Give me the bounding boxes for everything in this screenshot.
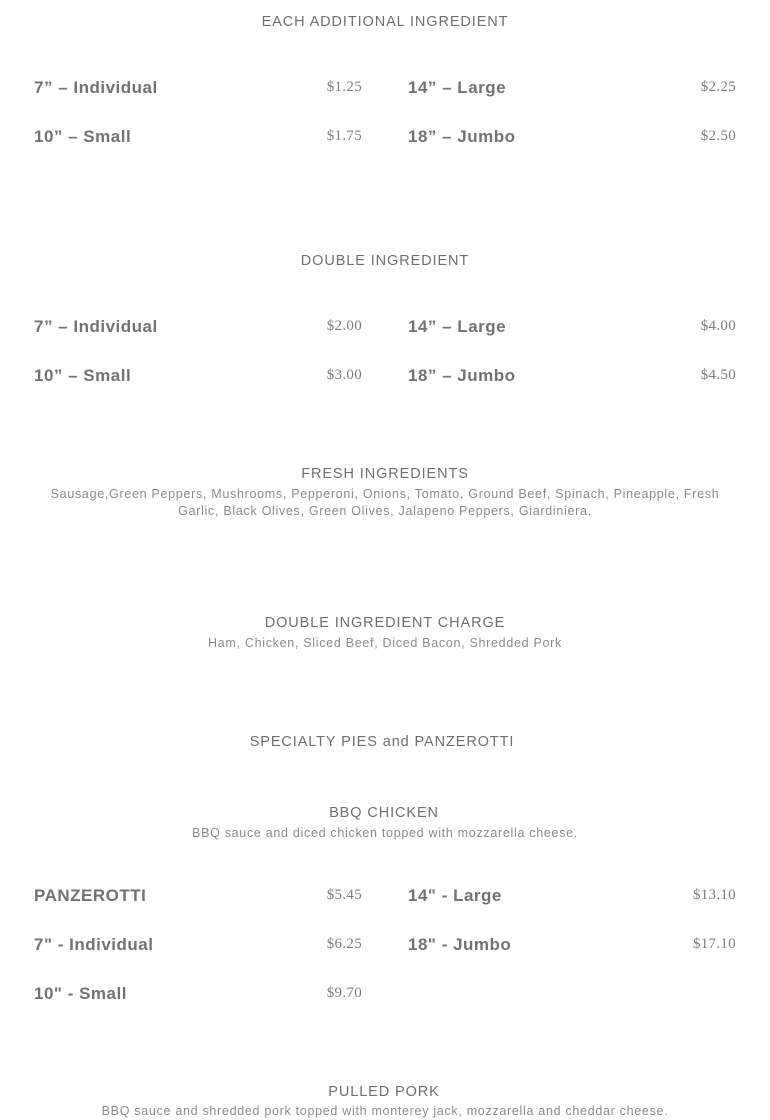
size-label: 18” – Jumbo <box>408 366 516 385</box>
size-label: 10" - Small <box>34 984 127 1003</box>
size-label: 18" - Jumbo <box>408 935 512 954</box>
price-value: $4.00 <box>700 318 736 334</box>
size-label: 18” – Jumbo <box>408 127 516 146</box>
price-row <box>34 935 362 959</box>
price-row <box>408 317 736 341</box>
section-title-specialty: SPECIALTY PIES and PANZEROTTI <box>249 734 515 750</box>
price-value: $3.00 <box>326 367 362 383</box>
price-value: $1.25 <box>326 79 362 95</box>
price-row <box>34 78 362 102</box>
price-row <box>408 886 736 910</box>
section-title-double-charge: DOUBLE INGREDIENT CHARGE <box>264 615 506 631</box>
size-label: 7" - Individual <box>34 935 154 954</box>
price-row <box>34 127 362 151</box>
price-row <box>34 366 362 390</box>
size-label: 14" - Large <box>408 886 502 905</box>
bbq-chicken-description: BBQ sauce and diced chicken topped with mozzarella cheese. <box>192 826 578 840</box>
section-title-double: DOUBLE INGREDIENT <box>300 253 470 269</box>
price-value: $1.75 <box>326 128 362 144</box>
fresh-ingredients-list <box>20 486 750 520</box>
size-label: 10” – Small <box>34 127 132 146</box>
size-label: 14” – Large <box>408 78 507 97</box>
price-row <box>34 886 362 910</box>
price-value: $6.25 <box>326 936 362 952</box>
price-value: $5.45 <box>326 887 362 903</box>
price-value: $2.50 <box>700 128 736 144</box>
price-value: $2.25 <box>700 79 736 95</box>
size-label: 7” – Individual <box>34 317 158 336</box>
price-value: $17.10 <box>692 936 736 952</box>
fresh-ingredients-line-2: Garlic, Black Olives, Green Olives, Jalapeno Peppers, Giardiniera. <box>178 504 592 518</box>
section-title-fresh: FRESH INGREDIENTS <box>301 466 469 482</box>
section-title-additional: EACH ADDITIONAL INGREDIENT <box>261 14 509 30</box>
price-value: $2.00 <box>326 318 362 334</box>
price-row <box>34 984 362 1008</box>
price-value: $13.10 <box>692 887 736 903</box>
size-label: 14” – Large <box>408 317 507 336</box>
double-charge-list: Ham, Chicken, Sliced Beef, Diced Bacon, Shredded Pork <box>208 636 562 650</box>
fresh-ingredients-line-1: Sausage,Green Peppers, Mushrooms, Pepperoni, Onions, Tomato, Ground Beef, Spinach, Pineapple, Fresh <box>50 487 720 501</box>
item-title-bbq-chicken: BBQ CHICKEN <box>329 805 439 821</box>
item-title-pulled-pork: PULLED PORK <box>328 1084 440 1100</box>
size-label: PANZEROTTI <box>34 886 147 905</box>
price-row <box>408 935 736 959</box>
price-value: $9.70 <box>326 985 362 1001</box>
price-value: $4.50 <box>700 367 736 383</box>
pulled-pork-description: BBQ sauce and shredded pork topped with monterey jack, mozzarella and cheddar cheese. <box>101 1104 669 1118</box>
price-row <box>408 366 736 390</box>
price-row <box>408 78 736 102</box>
price-row <box>34 317 362 341</box>
size-label: 10” – Small <box>34 366 132 385</box>
price-row <box>408 127 736 151</box>
size-label: 7” – Individual <box>34 78 158 97</box>
